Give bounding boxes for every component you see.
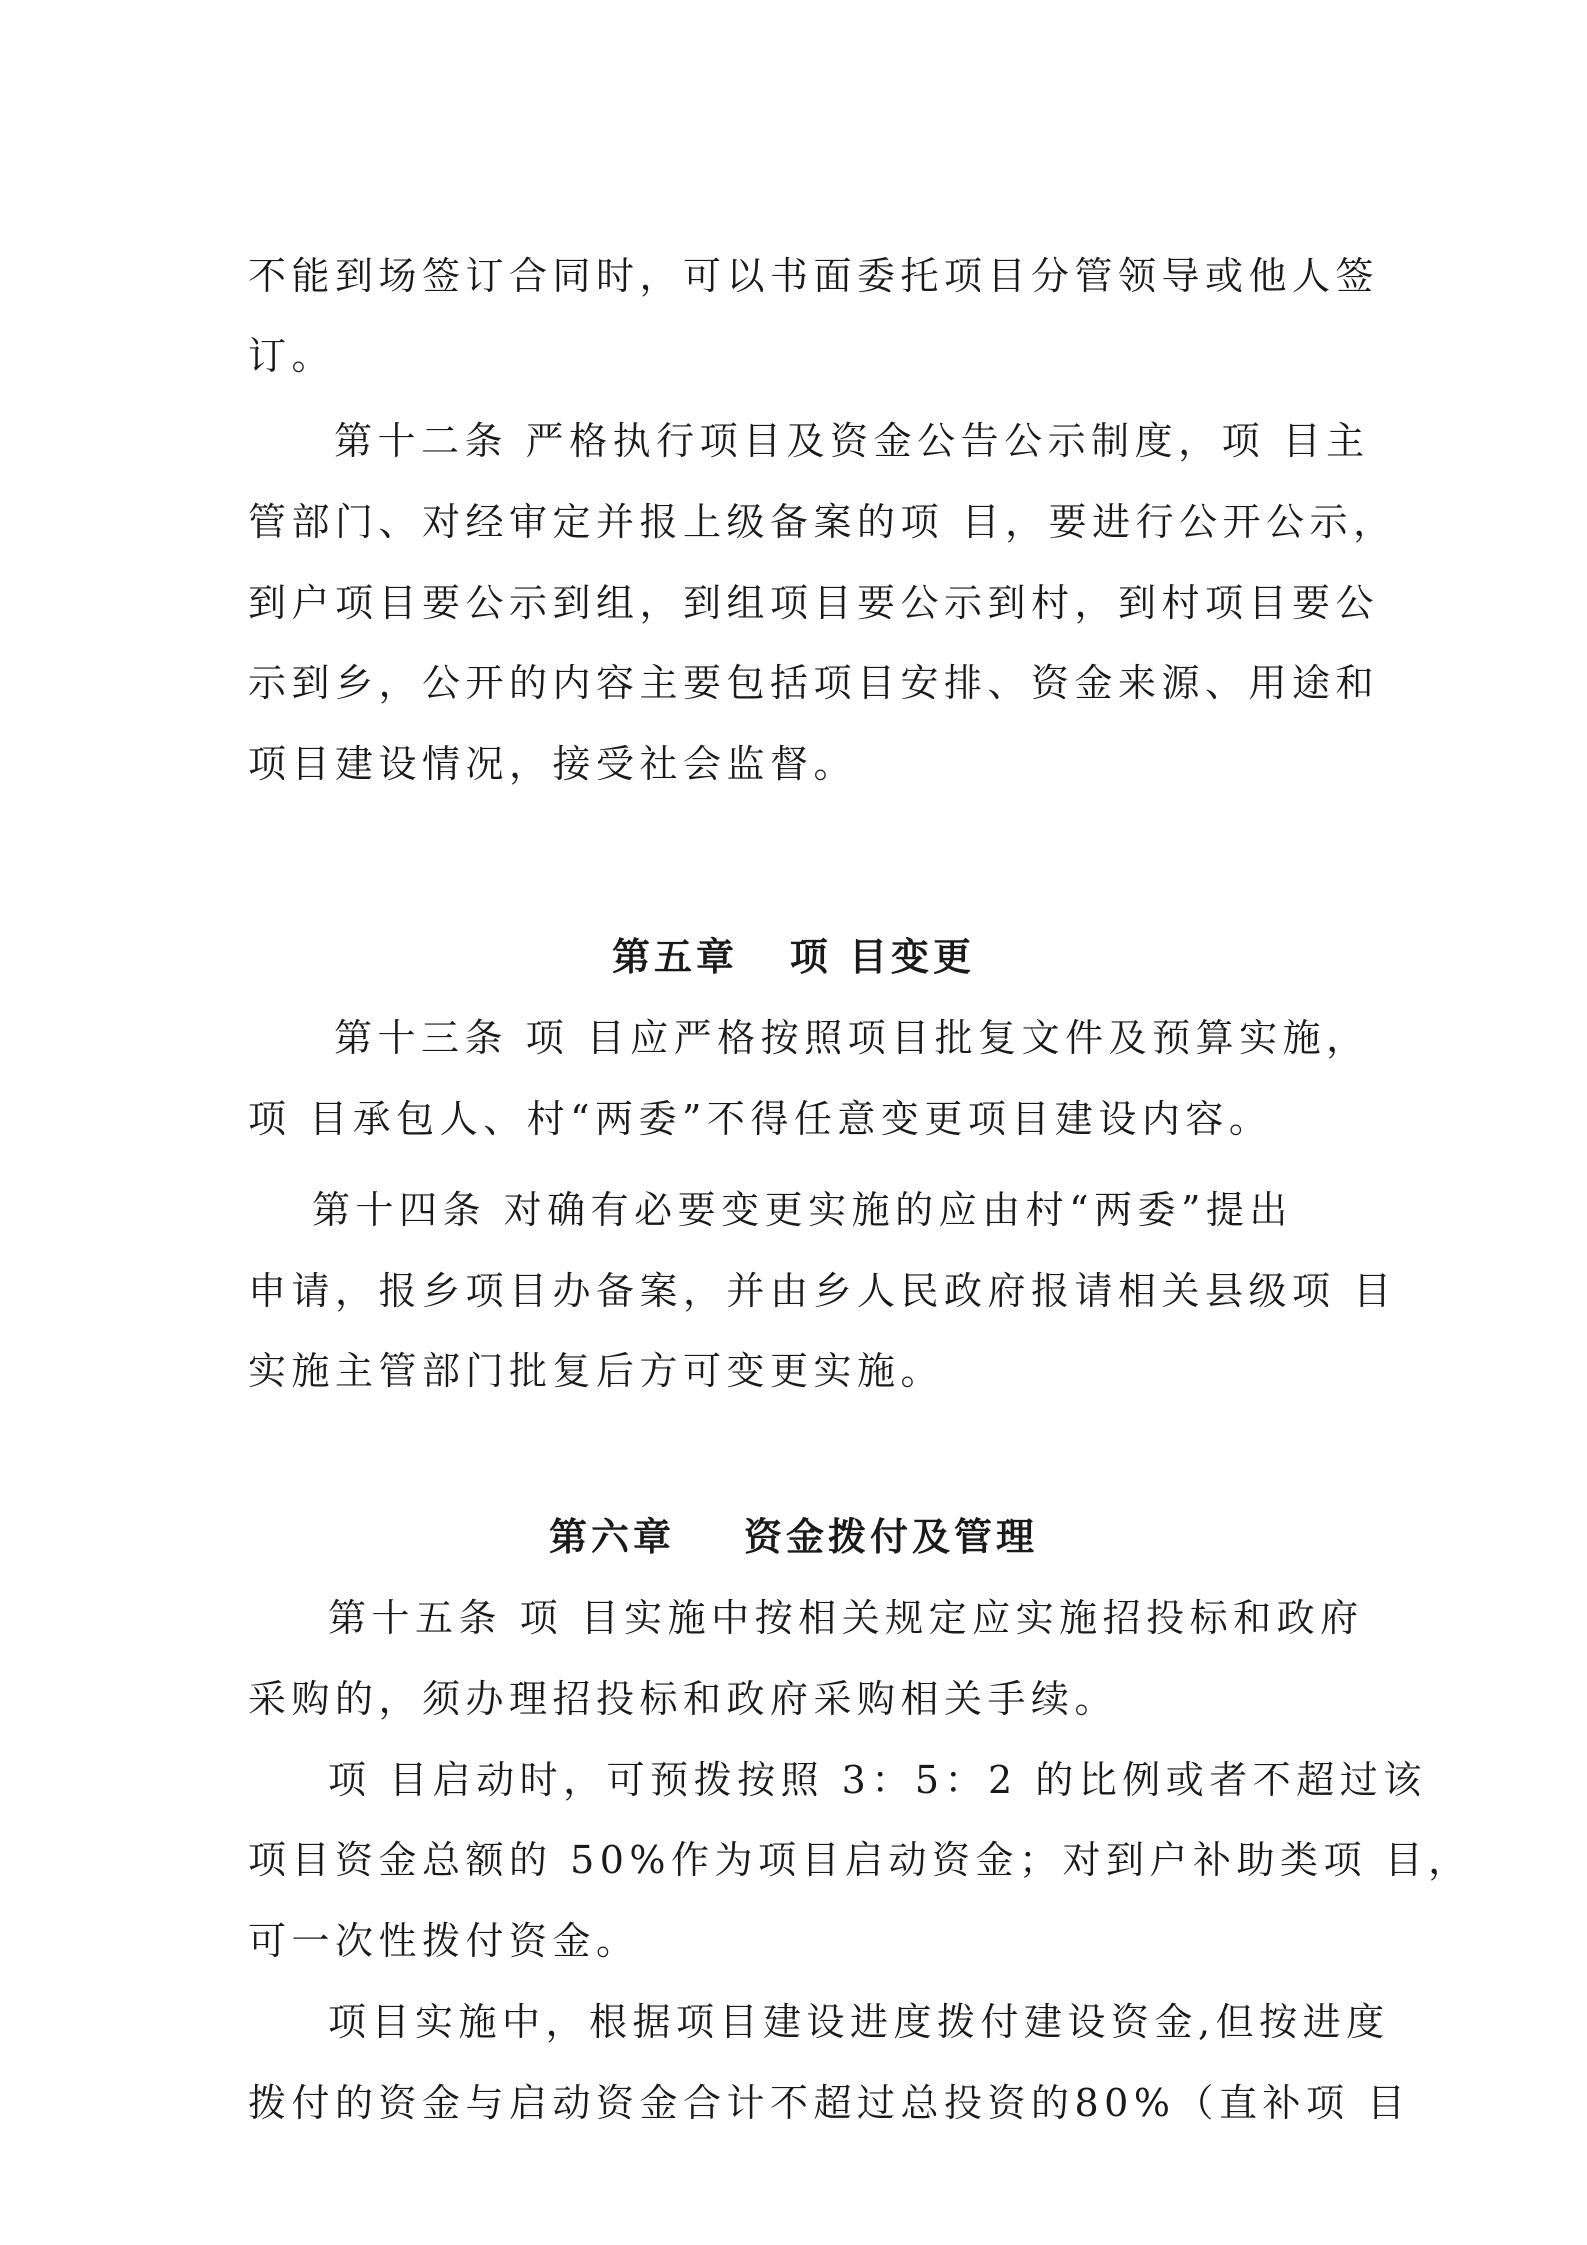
- article-12-line-5: 项目建设情况，接受社会监督。: [248, 742, 858, 786]
- startup-funds-line-2: 项目资金总额的 50%作为项目启动资金；对到户补助类项 目，: [248, 1838, 1472, 1882]
- article-15-line-2: 采购的，须办理招投标和政府采购相关手续。: [248, 1677, 1119, 1721]
- progress-funds-line-2: 拨付的资金与启动资金合计不超过总投资的80%（直补项 目: [248, 2081, 1411, 2125]
- article-12-line-1: 第十二条 严格执行项目及资金公告公示制度，项 目主: [334, 419, 1370, 463]
- chapter-6-heading: 第六章 资金拨付及管理: [549, 1514, 1038, 1559]
- article-13-line-1: 第十三条 项 目应严格按照项目批复文件及预算实施，: [334, 1016, 1370, 1060]
- chapter-5-heading: 第五章 项 目变更: [612, 934, 975, 979]
- article-14-line-1: 第十四条 对确有必要变更实施的应由村“两委”提出: [312, 1188, 1293, 1232]
- article-13-line-2: 项 目承包人、村“两委”不得任意变更项目建设内容。: [248, 1097, 1273, 1141]
- article-14-line-3: 实施主管部门批复后方可变更实施。: [248, 1349, 945, 1393]
- article-15-line-1: 第十五条 项 目实施中按相关规定应实施招投标和政府: [328, 1596, 1364, 1640]
- paragraph-continuation-line-1: 不能到场签订合同时，可以书面委托项目分管领导或他人签: [248, 254, 1380, 298]
- paragraph-continuation-line-2: 订。: [248, 334, 336, 378]
- article-12-line-4: 示到乡，公开的内容主要包括项目安排、资金来源、用途和: [248, 661, 1380, 705]
- startup-funds-line-3: 可一次性拨付资金。: [248, 1919, 640, 1963]
- article-14-line-2: 申请，报乡项目办备案，并由乡人民政府报请相关县级项 目: [248, 1269, 1397, 1313]
- startup-funds-line-1: 项 目启动时，可预拨按照 3：5：2 的比例或者不超过该: [328, 1758, 1427, 1802]
- article-12-line-3: 到户项目要公示到组，到组项目要公示到村，到村项目要公: [248, 581, 1380, 625]
- progress-funds-line-1: 项目实施中，根据项目建设进度拨付建设资金,但按进度: [328, 2000, 1390, 2044]
- article-12-line-2: 管部门、对经审定并报上级备案的项 目，要进行公开公示，: [248, 500, 1397, 544]
